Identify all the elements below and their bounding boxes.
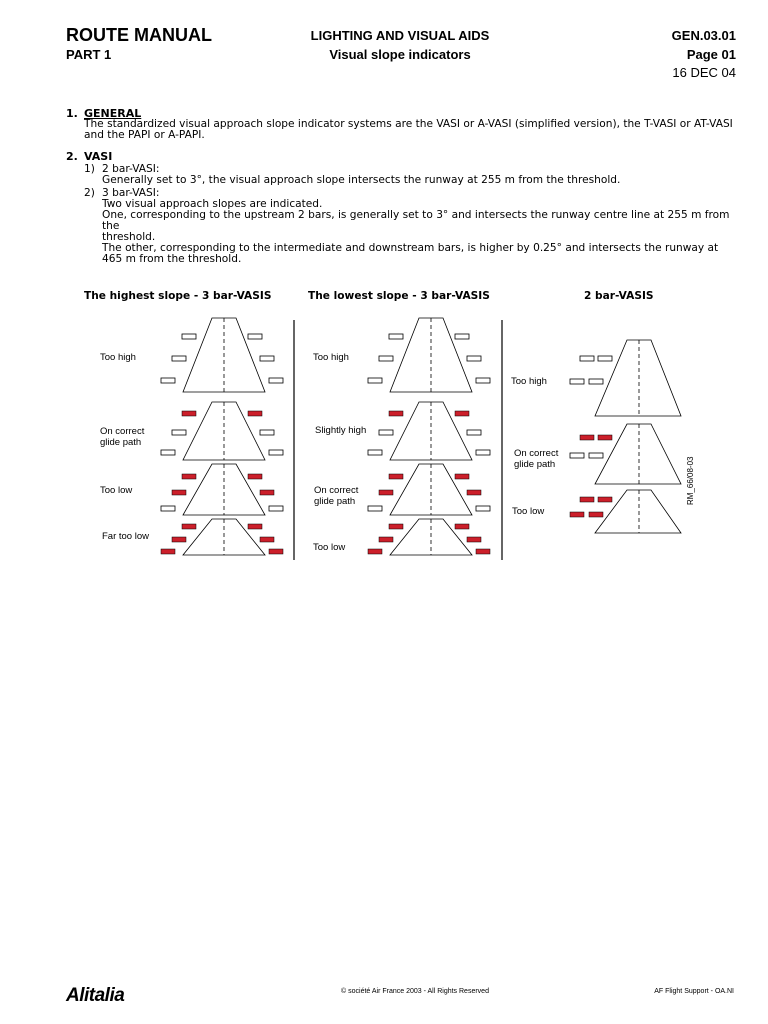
runway-shape — [390, 402, 472, 460]
runway-shape — [183, 464, 265, 515]
white-light-bar — [161, 378, 175, 383]
red-light-bar — [389, 474, 403, 479]
part-label: PART 1 — [66, 47, 112, 62]
red-light-bar — [182, 524, 196, 529]
red-light-bar — [455, 411, 469, 416]
page-number: Page 01 — [686, 47, 736, 62]
white-light-bar — [580, 356, 594, 361]
white-light-bar — [570, 453, 584, 458]
red-light-bar — [248, 524, 262, 529]
red-light-bar — [589, 512, 603, 517]
label-b-too-low: Too low — [313, 542, 346, 553]
section-general-heading: 1. GENERAL — [66, 107, 142, 120]
red-light-bar — [389, 524, 403, 529]
white-light-bar — [589, 453, 603, 458]
red-light-bar — [161, 549, 175, 554]
manual-title: ROUTE MANUAL — [66, 25, 212, 45]
red-light-bar — [368, 549, 382, 554]
white-light-bar — [476, 450, 490, 455]
diagram-title-highest-slope: The highest slope - 3 bar-VASIS — [84, 290, 272, 302]
vasi-item-2: 2) 3 bar-VASI: — [84, 187, 160, 199]
red-light-bar — [598, 435, 612, 440]
red-light-bar — [455, 524, 469, 529]
red-light-bar — [379, 490, 393, 495]
red-light-bar — [260, 537, 274, 542]
red-light-bar — [389, 411, 403, 416]
runway-shape — [595, 340, 681, 416]
red-light-bar — [467, 537, 481, 542]
vasi-item-1-text: Generally set to 3°, the visual approach slope intersects the runway at 255 m from the threshold. — [102, 174, 621, 186]
diagram-c-too-high — [570, 340, 681, 416]
red-light-bar — [182, 474, 196, 479]
runway-shape — [183, 402, 265, 460]
red-light-bar — [172, 490, 186, 495]
white-light-bar — [368, 378, 382, 383]
white-light-bar — [161, 506, 175, 511]
white-light-bar — [269, 506, 283, 511]
red-light-bar — [598, 497, 612, 502]
white-light-bar — [379, 430, 393, 435]
runway-shape — [595, 424, 681, 484]
runway-shape — [390, 318, 472, 392]
diagram-b-correct — [368, 464, 490, 515]
diagram-a-too-low — [161, 464, 283, 515]
diagram-c-too-low — [570, 490, 681, 533]
label-c-too-high: Too high — [511, 376, 547, 387]
red-light-bar — [182, 411, 196, 416]
white-light-bar — [379, 356, 393, 361]
label-b-slightly-high: Slightly high — [315, 425, 367, 436]
red-light-bar — [570, 512, 584, 517]
white-light-bar — [248, 334, 262, 339]
diagram-c-correct — [570, 424, 681, 484]
airline-logo: Alitalia — [66, 985, 125, 1006]
white-light-bar — [368, 450, 382, 455]
diagram-title-lowest-slope: The lowest slope - 3 bar-VASIS — [308, 290, 490, 302]
white-light-bar — [598, 356, 612, 361]
red-light-bar — [269, 549, 283, 554]
white-light-bar — [389, 334, 403, 339]
diagram-b-slightly-high — [368, 402, 490, 460]
white-light-bar — [570, 379, 584, 384]
vasi-item-1: 1) 2 bar-VASI: — [84, 163, 160, 175]
red-light-bar — [260, 490, 274, 495]
white-light-bar — [269, 450, 283, 455]
red-light-bar — [248, 411, 262, 416]
label-c-correct: On correct glide path — [514, 448, 559, 470]
label-c-too-low: Too low — [512, 506, 545, 517]
white-light-bar — [455, 334, 469, 339]
diagram-a-far-too-low — [161, 519, 283, 555]
white-light-bar — [467, 356, 481, 361]
white-light-bar — [172, 430, 186, 435]
diagram-b-too-high — [368, 318, 490, 392]
label-a-far-too-low: Far too low — [102, 531, 149, 542]
red-light-bar — [580, 435, 594, 440]
red-light-bar — [172, 537, 186, 542]
white-light-bar — [368, 506, 382, 511]
diagram-a-too-high — [161, 318, 283, 392]
diagram-b-too-low — [368, 519, 490, 555]
runway-shape — [390, 464, 472, 515]
subject-title: Visual slope indicators — [329, 47, 471, 62]
white-light-bar — [161, 450, 175, 455]
white-light-bar — [269, 378, 283, 383]
red-light-bar — [379, 537, 393, 542]
figure-reference: RM_66/08-03 — [686, 456, 695, 505]
revision-date: 16 DEC 04 — [672, 65, 736, 80]
runway-shape — [183, 519, 265, 555]
section-vasi-heading: 2. VASI — [66, 150, 113, 163]
diagram-title-2bar: 2 bar-VASIS — [584, 290, 654, 302]
runway-shape — [183, 318, 265, 392]
red-light-bar — [467, 490, 481, 495]
white-light-bar — [476, 506, 490, 511]
document-body — [66, 108, 738, 265]
red-light-bar — [476, 549, 490, 554]
label-a-too-high: Too high — [100, 352, 136, 363]
flight-support-label: AF Flight Support - OA.NI — [654, 988, 734, 995]
runway-shape — [390, 519, 472, 555]
label-b-correct: On correct glide path — [314, 485, 359, 507]
document-code: GEN.03.01 — [671, 28, 736, 43]
chapter-title: LIGHTING AND VISUAL AIDS — [310, 28, 490, 43]
runway-shape — [595, 490, 681, 533]
white-light-bar — [172, 356, 186, 361]
general-paragraph: The standardized visual approach slope indicator systems are the VASI or A-VASI (simplified version), the T-VASI or AT-VASI and the PAPI or A-PAPI. — [84, 118, 733, 141]
white-light-bar — [260, 356, 274, 361]
red-light-bar — [248, 474, 262, 479]
label-a-correct: On correct glide path — [100, 426, 145, 448]
red-light-bar — [455, 474, 469, 479]
label-b-too-high: Too high — [313, 352, 349, 363]
diagram-a-correct — [161, 402, 283, 460]
white-light-bar — [182, 334, 196, 339]
white-light-bar — [467, 430, 481, 435]
label-a-too-low: Too low — [100, 485, 133, 496]
red-light-bar — [580, 497, 594, 502]
copyright-notice: © société Air France 2003 - All Rights Reserved — [341, 988, 489, 995]
white-light-bar — [589, 379, 603, 384]
white-light-bar — [476, 378, 490, 383]
white-light-bar — [260, 430, 274, 435]
vasi-item-2-text: Two visual approach slopes are indicated. One, corresponding to the upstream 2 bars, is generally set to 3° and intersects the runway centre line at 255 m from the threshold. The other, corresponding to the intermediate and downstream bars, is higher by 0.25° and intersects the runway at 465 m from the threshold. — [102, 198, 730, 265]
